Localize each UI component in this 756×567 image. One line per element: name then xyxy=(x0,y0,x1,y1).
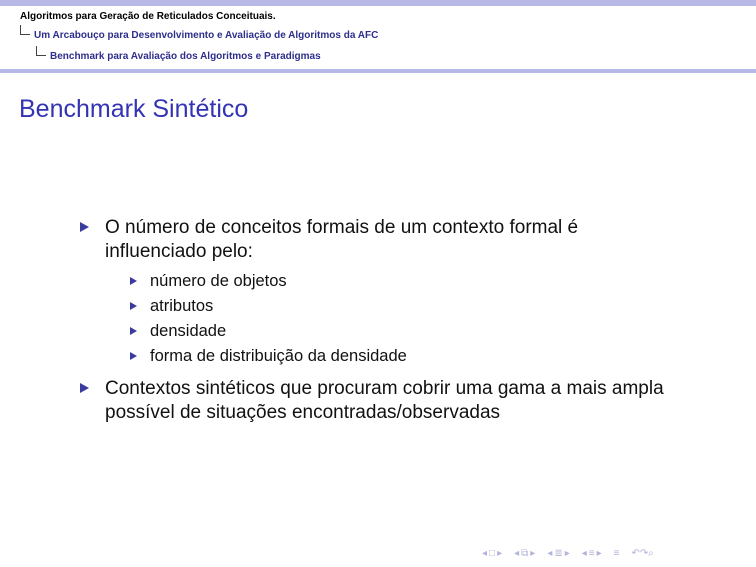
header-top-bar xyxy=(0,0,756,6)
align-icon[interactable]: ≡ xyxy=(613,548,620,559)
arrow-left-icon[interactable]: ◂ xyxy=(547,548,553,559)
header-section-label: Um Arcabouço para Desenvolvimento e Avaliação de Algoritmos da AFC xyxy=(34,30,379,41)
slide-title: Benchmark Sintético xyxy=(19,95,249,123)
bullet-triangle-icon xyxy=(80,222,89,232)
sub-bullet-text: número de objetos xyxy=(150,272,287,290)
arrow-right-icon[interactable]: ▸ xyxy=(596,548,602,559)
search-icon[interactable]: ↶↷⌕ xyxy=(631,548,654,559)
sub-bullet-text: densidade xyxy=(150,322,227,340)
arrow-right-icon[interactable]: ▸ xyxy=(497,548,503,559)
bullet-list xyxy=(80,216,680,425)
bullet-text: O número de conceitos formais de um contexto formal é influenciado pelo: xyxy=(105,217,579,262)
arrow-left-icon[interactable]: ◂ xyxy=(581,548,587,559)
arrow-left-icon[interactable]: ◂ xyxy=(482,548,488,559)
sub-bullet-item xyxy=(105,269,680,294)
header-subsection[interactable] xyxy=(36,48,321,62)
sub-bullet-triangle-icon xyxy=(130,327,137,335)
sub-bullet-text: forma de distribuição da densidade xyxy=(150,347,407,365)
arrow-right-icon[interactable]: ▸ xyxy=(530,548,536,559)
sub-bullet-triangle-icon xyxy=(130,302,137,310)
header-section[interactable] xyxy=(20,27,378,41)
sub-bullet-item xyxy=(105,294,680,319)
align-icon[interactable]: ≡ xyxy=(588,548,595,559)
tree-connector-icon xyxy=(36,46,46,56)
subsection-icon[interactable]: ≣ xyxy=(554,548,563,559)
sub-bullet-triangle-icon xyxy=(130,277,137,285)
arrow-left-icon[interactable]: ◂ xyxy=(514,548,520,559)
sub-bullet-list xyxy=(105,269,680,369)
sub-bullet-item xyxy=(105,319,680,344)
tree-connector-icon xyxy=(20,25,30,35)
frame-prev-icon[interactable]: □ xyxy=(489,548,496,559)
bullet-text: Contextos sintéticos que procuram cobrir uma gama a mais ampla possível de situações encontradas/observadas xyxy=(105,378,664,423)
beamer-navigation-bar xyxy=(482,548,654,559)
bullet-item xyxy=(80,377,680,425)
header-bottom-bar xyxy=(0,69,756,73)
header-subsection-label: Benchmark para Avaliação dos Algoritmos e Paradigmas xyxy=(50,51,321,62)
section-icon[interactable]: ⧉ xyxy=(521,548,529,559)
header-presentation-title[interactable]: Algoritmos para Geração de Reticulados Conceituais. xyxy=(20,11,276,22)
bullet-item xyxy=(80,216,680,369)
arrow-right-icon[interactable]: ▸ xyxy=(564,548,570,559)
bullet-triangle-icon xyxy=(80,383,89,393)
sub-bullet-text: atributos xyxy=(150,297,214,315)
sub-bullet-item xyxy=(105,344,680,369)
sub-bullet-triangle-icon xyxy=(130,352,137,360)
